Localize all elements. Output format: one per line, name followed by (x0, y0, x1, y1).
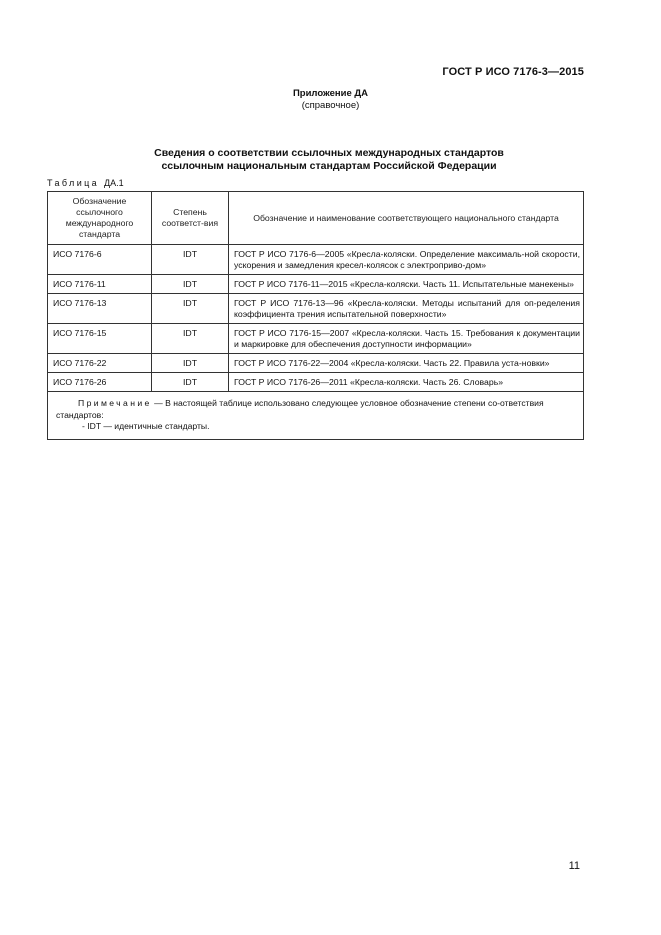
cell-iso: ИСО 7176-22 (48, 354, 152, 373)
table-row (48, 354, 584, 373)
cell-iso: ИСО 7176-11 (48, 275, 152, 294)
cell-iso: ИСО 7176-15 (48, 324, 152, 354)
appendix-heading (0, 88, 661, 112)
cell-degree: IDT (152, 373, 229, 392)
cell-degree: IDT (152, 275, 229, 294)
section-title (0, 147, 643, 172)
section-title-line1: Сведения о соответствии ссылочных международных стандартов (154, 147, 504, 159)
note-text: — В настоящей таблице использовано следующее условное обозначение степени со-ответствия стандартов: (56, 398, 544, 420)
table-caption-word: Таблица (47, 178, 100, 188)
cell-national-standard: ГОСТ Р ИСО 7176-22—2004 «Кресла-коляски. Часть 22. Правила уста-новки» (229, 354, 584, 373)
appendix-type: (справочное) (301, 100, 360, 111)
note-line2: - IDT — идентичные стандарты. (82, 421, 210, 431)
table-header-row (48, 192, 584, 245)
header-national-standard: Обозначение и наименование соответствующего национального стандарта (229, 192, 584, 245)
cell-national-standard: ГОСТ Р ИСО 7176-6—2005 «Кресла-коляски. Определение максималь-ной скорости, ускорения и замедления кресел-колясок с электроприво-дом» (229, 245, 584, 275)
cell-national-standard: ГОСТ Р ИСО 7176-15—2007 «Кресла-коляски. Часть 15. Требования к документации и маркировке для обеспечения доступности информации» (229, 324, 584, 354)
section-title-line2: ссылочным национальным стандартам Российской Федерации (161, 159, 497, 172)
cell-national-standard: ГОСТ Р ИСО 7176-13—96 «Кресла-коляски. Методы испытаний для оп-ределения коэффициента трения испытательной поверхности» (229, 294, 584, 324)
table-note (48, 392, 584, 440)
document-code: ГОСТ Р ИСО 7176-3—2015 (442, 66, 584, 78)
table-row (48, 245, 584, 275)
cell-degree: IDT (152, 354, 229, 373)
standards-table (47, 191, 584, 440)
header-degree: Степень соответст-вия (152, 192, 229, 245)
cell-national-standard: ГОСТ Р ИСО 7176-26—2011 «Кресла-коляски. Часть 26. Словарь» (229, 373, 584, 392)
table-caption (47, 178, 124, 188)
table-row (48, 324, 584, 354)
note-line1 (56, 398, 577, 421)
cell-iso: ИСО 7176-26 (48, 373, 152, 392)
cell-national-standard: ГОСТ Р ИСО 7176-11—2015 «Кресла-коляски. Часть 11. Испытательные манекены» (229, 275, 584, 294)
cell-degree: IDT (152, 294, 229, 324)
table-caption-number: ДА.1 (104, 178, 124, 188)
header-international-standard: Обозначение ссылочного международного стандарта (48, 192, 152, 245)
cell-iso: ИСО 7176-6 (48, 245, 152, 275)
appendix-label: Приложение ДА (292, 88, 369, 99)
cell-degree: IDT (152, 245, 229, 275)
table-row (48, 294, 584, 324)
table-note-row (48, 392, 584, 440)
note-label: Примечание (78, 398, 152, 408)
table-row (48, 275, 584, 294)
table-row (48, 373, 584, 392)
cell-iso: ИСО 7176-13 (48, 294, 152, 324)
cell-degree: IDT (152, 324, 229, 354)
page-number: 11 (568, 860, 580, 872)
